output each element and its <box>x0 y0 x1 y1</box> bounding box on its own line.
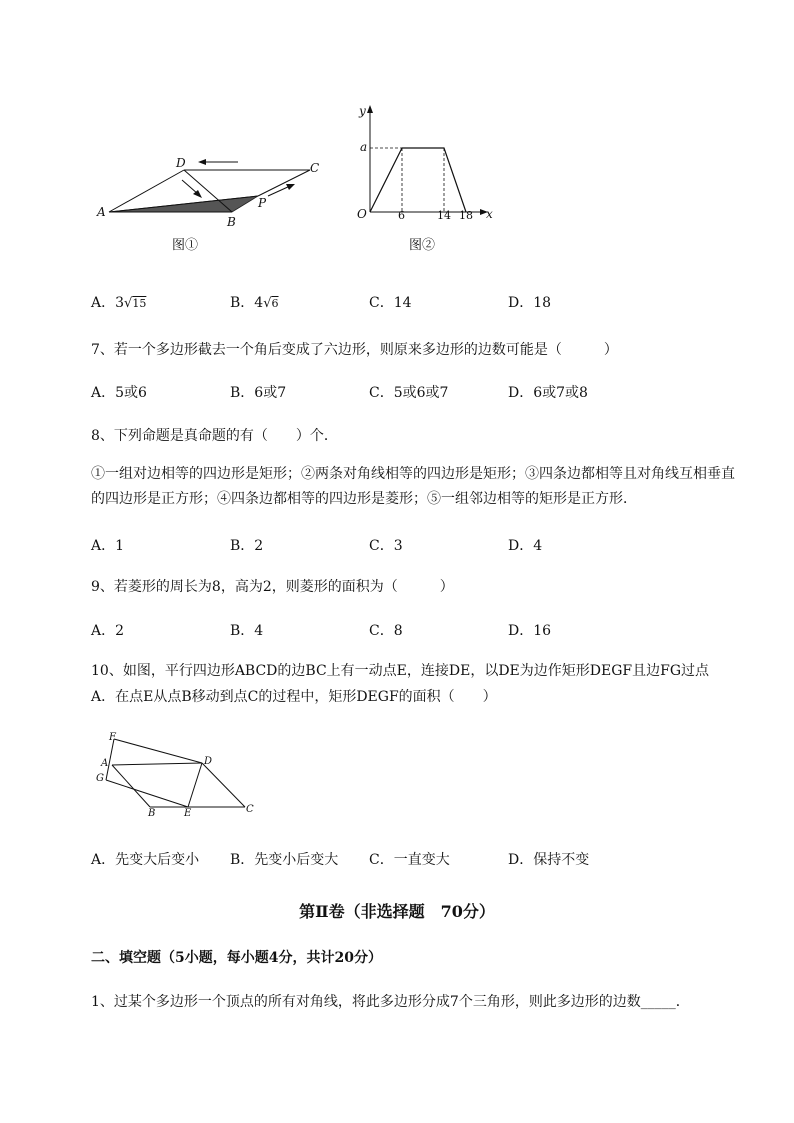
label-A: A <box>97 205 106 219</box>
label-D: D <box>176 156 186 170</box>
q10-text-line2: A．在点E从点B移动到点C的过程中，矩形DEGF的面积（ ） <box>91 689 497 705</box>
tick-14: 14 <box>437 209 451 222</box>
q8-option-c: C．3 <box>369 538 403 554</box>
arrow-down-right <box>182 180 198 194</box>
graph-line <box>370 148 466 212</box>
q7-option-a: A．5或6 <box>91 385 147 401</box>
q10-label-A: A <box>101 758 109 769</box>
q8-option-d: D．4 <box>508 538 543 554</box>
figure-1-diagram <box>90 150 340 240</box>
tick-6: 6 <box>398 209 405 222</box>
q6-option-b: B．4√6 <box>230 295 279 311</box>
q10-label-E: E <box>184 808 192 819</box>
tick-18: 18 <box>459 209 473 222</box>
q9-option-c: C．8 <box>369 623 403 639</box>
q10-text-line1: 10、如图，平行四边形ABCD的边BC上有一动点E，连接DE，以DE为边作矩形DEGF且边FG过点 <box>91 663 710 679</box>
fill-question-1: 1、过某个多边形一个顶点的所有对角线，将此多边形分成7个三角形，则此多边形的边数_____． <box>91 994 690 1010</box>
q6-option-a: A．3√15 <box>91 295 147 311</box>
figure-1-caption: 图① <box>172 238 199 253</box>
q10-label-C: C <box>246 804 254 815</box>
section-2-heading: 二、填空题（5小题，每小题4分，共计20分） <box>91 950 382 966</box>
arrow-up-right <box>268 186 290 196</box>
axis-label-a: a <box>360 140 368 154</box>
q6-option-d: D．18 <box>508 295 552 311</box>
q10-label-G: G <box>96 773 104 784</box>
q7-option-c: C．5或6或7 <box>369 385 449 401</box>
axis-label-y: y <box>359 104 366 118</box>
origin-label: O <box>357 207 367 221</box>
q10-label-B: B <box>148 808 156 819</box>
figure-2-graph <box>355 100 505 225</box>
q8-statements: ①一组对边相等的四边形是矩形；②两条对角线相等的四边形是矩形；③四条边都相等且对角线互相垂直的四边形是正方形；④四条边都相等的四边形是菱形；⑤一组邻边相等的矩形是正方形． <box>91 466 735 507</box>
q8-text: 8、下列命题是真命题的有（ ）个． <box>91 428 338 444</box>
q7-option-d: D．6或7或8 <box>508 385 588 401</box>
q10-option-d: D．保持不变 <box>508 852 590 868</box>
label-P: P <box>258 196 267 210</box>
q9-option-a: A．2 <box>91 623 125 639</box>
q10-figure <box>95 730 265 825</box>
q9-option-d: D．16 <box>508 623 552 639</box>
q9-option-b: B．4 <box>230 623 264 639</box>
q10-label-F: F <box>109 732 116 743</box>
q8-option-b: B．2 <box>230 538 264 554</box>
q9-text: 9、若菱形的周长为8，高为2，则菱形的面积为（ ） <box>91 579 454 595</box>
q7-text: 7、若一个多边形截去一个角后变成了六边形，则原来多边形的边数可能是（ ） <box>91 342 618 358</box>
part-2-title: 第Ⅱ卷（非选择题 70分） <box>299 902 495 921</box>
q10-label-D: D <box>204 756 213 767</box>
axis-label-x: x <box>486 207 493 221</box>
q6-option-c: C．14 <box>369 295 412 311</box>
q10-option-c: C．一直变大 <box>369 852 450 868</box>
q8-option-a: A．1 <box>91 538 125 554</box>
figure-2-caption: 图② <box>409 238 436 253</box>
q10-option-b: B．先变小后变大 <box>230 852 339 868</box>
label-B: B <box>227 215 236 229</box>
label-C: C <box>310 161 320 175</box>
q7-option-b: B．6或7 <box>230 385 287 401</box>
q10-option-a: A．先变大后变小 <box>91 852 200 868</box>
